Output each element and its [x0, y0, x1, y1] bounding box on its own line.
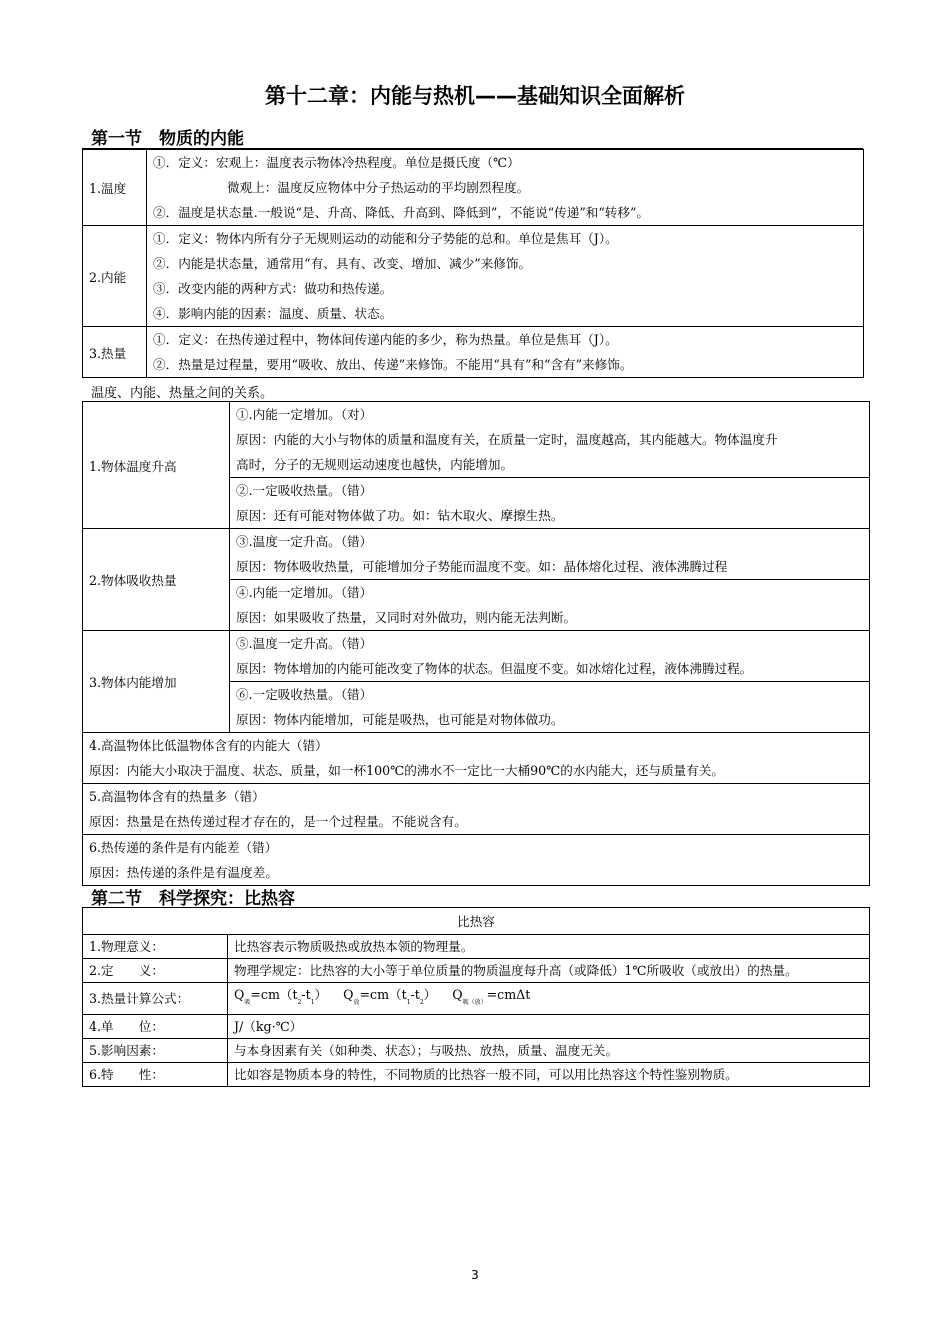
- section1-table: [82, 149, 864, 378]
- text-line: 原因：热传递的条件是有温度差。: [89, 865, 278, 880]
- text-line: ②．热量是过程量，要用“吸收、放出、传递”来修饰。不能用“具有”和“含有”来修饰。: [153, 357, 633, 372]
- table-row: [83, 784, 870, 835]
- group-label: 3.物体内能增加: [83, 631, 230, 733]
- section1-heading: 第一节 物质的内能: [91, 129, 244, 149]
- text-line: ①．定义：在热传递过程中，物体间传递内能的多少，称为热量。单位是焦耳（J）。: [153, 332, 618, 347]
- section2-heading: 第二节 科学探究：比热容: [91, 889, 295, 909]
- text-line: ②.一定吸收热量。（错）: [236, 483, 373, 498]
- table-row: [83, 733, 870, 784]
- table-row: [83, 908, 870, 935]
- table-row: [83, 1039, 870, 1063]
- row-label: 2.定 义：: [83, 959, 228, 983]
- text-line: 高时，分子的无规则运动速度也越快，内能增加。: [236, 457, 514, 472]
- text-line: 原因：物体增加的内能可能改变了物体的状态。但温度不变。如冰熔化过程，液体沸腾过程。: [236, 661, 753, 676]
- page-number: 3: [471, 1268, 479, 1282]
- text-line: ①．定义：物体内所有分子无规则运动的动能和分子势能的总和。单位是焦耳（J）。: [153, 231, 618, 246]
- row-label: 2.内能: [83, 226, 147, 327]
- text-line: 原因：物体吸收热量，可能增加分子势能而温度不变。如：晶体熔化过程、液体沸腾过程: [236, 559, 728, 574]
- table-row: [83, 959, 870, 983]
- relation-table: [82, 401, 870, 886]
- row-label: 5.影响因素：: [83, 1039, 228, 1063]
- table-title: 比热容: [83, 908, 870, 935]
- row-label: 1.物理意义：: [83, 935, 228, 959]
- table-row: [83, 402, 870, 478]
- formula-release: $Q_放=cm(t_1-t_2)$: [343, 987, 437, 1006]
- row-label: 3.热量: [83, 327, 147, 378]
- text-line: 6.热传递的条件是有内能差（错）: [89, 840, 278, 855]
- table-row: [83, 529, 870, 580]
- text-line: ④．影响内能的因素：温度、质量、状态。: [153, 306, 393, 321]
- text-line: 4.高温物体比低温物体含有的内能大（错）: [89, 738, 328, 753]
- text-line: ④.内能一定增加。（错）: [236, 585, 373, 600]
- text-line: ②．内能是状态量，通常用“有、具有、改变、增加、减少”来修饰。: [153, 256, 532, 271]
- text-line: 原因：内能的大小与物体的质量和温度有关，在质量一定时，温度越高，其内能越大。物体温度升: [236, 432, 778, 447]
- formula-absorb: $Q_吸=cm(t_2-t_1)$: [234, 987, 328, 1006]
- group-label: 1.物体温度升高: [83, 402, 230, 529]
- row-value: J/（kg·℃）: [228, 1015, 870, 1039]
- table-row: [83, 150, 864, 226]
- table-row: [83, 1015, 870, 1039]
- table-row: [83, 327, 864, 378]
- table-row: [83, 631, 870, 682]
- text-line: 5.高温物体含有的热量多（错）: [89, 789, 265, 804]
- text-line: ③．改变内能的两种方式：做功和热传递。: [153, 281, 393, 296]
- text-line: ⑤.温度一定升高。（错）: [236, 636, 373, 651]
- text-line: ⑥.一定吸收热量。（错）: [236, 687, 373, 702]
- table-row: [83, 226, 864, 327]
- row-label: 4.单 位：: [83, 1015, 228, 1039]
- row-value: 比如容是物质本身的特性，不同物质的比热容一般不同，可以用比热容这个特性鉴别物质。: [228, 1063, 870, 1087]
- text-line: 原因：物体内能增加，可能是吸热，也可能是对物体做功。: [236, 712, 564, 727]
- group-label: 2.物体吸收热量: [83, 529, 230, 631]
- row-value: 物理学规定：比热容的大小等于单位质量的物质温度每升高（或降低）1℃所吸收（或放出）的热量。: [228, 959, 870, 983]
- row-label: 1.温度: [83, 150, 147, 226]
- table-row: [83, 835, 870, 886]
- formula-delta: $Q_{吸(放)}=cm\Delta t$: [452, 987, 531, 1006]
- text-line: ①.内能一定增加。（对）: [236, 407, 373, 422]
- page-title: 第十二章：内能与热机——基础知识全面解析: [265, 84, 685, 108]
- formula-cell: [228, 983, 870, 1015]
- row-value: 比热容表示物质吸热或放热本领的物理量。: [228, 935, 870, 959]
- text-line: ③.温度一定升高。（错）: [236, 534, 373, 549]
- table-row: [83, 935, 870, 959]
- table-row: [83, 983, 870, 1015]
- text-line: 原因：内能大小取决于温度、状态、质量，如一杯100℃的沸水不一定比一大桶90℃的水内能大，还与质量有关。: [89, 763, 724, 778]
- row-label: 6.特 性：: [83, 1063, 228, 1087]
- text-line: 原因：热量是在热传递过程才存在的，是一个过程量。不能说含有。: [89, 814, 467, 829]
- row-value: 与本身因素有关（如种类、状态）；与吸热、放热，质量、温度无关。: [228, 1039, 870, 1063]
- row-label: 3.热量计算公式：: [83, 983, 228, 1015]
- text-line: 原因：还有可能对物体做了功。如：钻木取火、摩擦生热。: [236, 508, 564, 523]
- text-line: ②．温度是状态量.一般说“是、升高、降低、升高到、降低到”，不能说“传递”和“转移”。: [153, 205, 650, 220]
- text-line: 微观上：温度反应物体中分子热运动的平均剧烈程度。: [227, 180, 530, 195]
- table-row: [83, 1063, 870, 1087]
- relation-caption: 温度、内能、热量之间的关系。: [91, 386, 274, 401]
- text-line: 原因：如果吸收了热量，又同时对外做功，则内能无法判断。: [236, 610, 577, 625]
- text-line: ①．定义：宏观上：温度表示物体冷热程度。单位是摄氏度（℃）: [153, 155, 520, 170]
- specific-heat-table: [82, 907, 870, 1087]
